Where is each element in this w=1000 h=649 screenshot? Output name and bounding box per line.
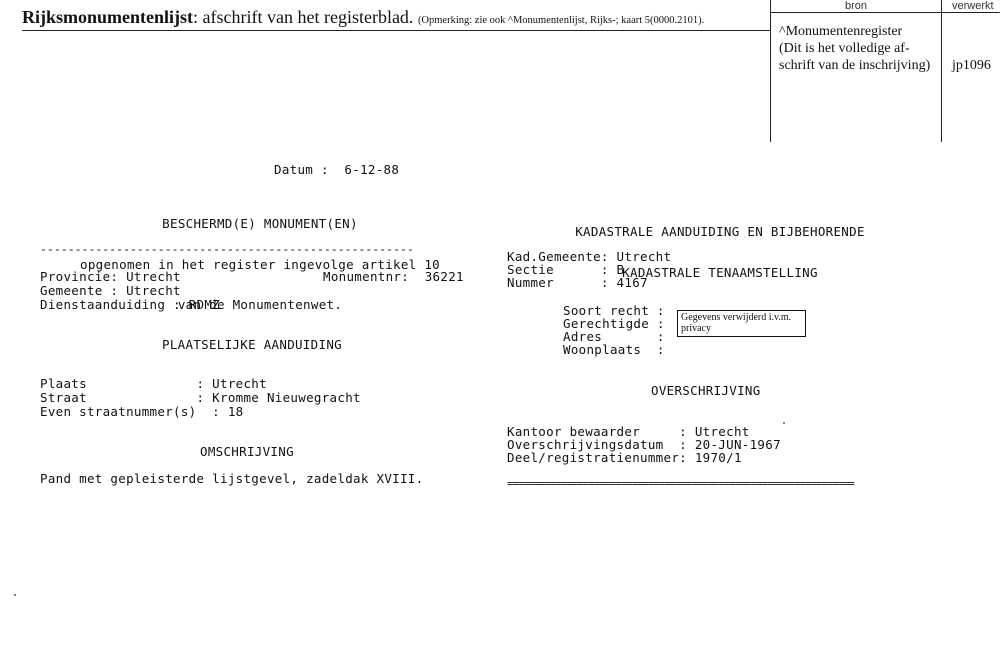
bron-line: ^Monumentenregister: [779, 24, 903, 39]
deel-registratienummer: Deel/registratienummer: 1970/1: [507, 450, 742, 465]
bron-cell: [779, 23, 944, 74]
table-header-rule: [770, 12, 1000, 13]
bron-line: (Dit is het volledige af-: [779, 41, 910, 56]
column-bron: bron: [845, 0, 868, 12]
kad-gemeente: Kad.Gemeente: Utrecht: [507, 249, 672, 264]
gemeente: Gemeente : Utrecht: [40, 283, 181, 298]
bron-line: schrift van de inschrijving): [779, 58, 931, 73]
column-verwerkt: verwerkt: [952, 0, 994, 12]
monument-heading-line: opgenomen in het register ingevolge artikel 10: [80, 256, 440, 272]
soort-recht: Soort recht :: [563, 303, 665, 318]
monument-heading-line: van de Monumentenwet.: [177, 297, 343, 312]
overschrijving-heading: OVERSCHRIJVING: [651, 383, 761, 398]
plaats: Plaats : Utrecht: [40, 376, 267, 391]
verwerkt-cell: jp1096: [952, 58, 991, 73]
adres: Adres :: [563, 329, 665, 344]
plaatselijk-heading: PLAATSELIJKE AANDUIDING: [162, 337, 342, 352]
straat: Straat : Kromme Nieuwegracht: [40, 390, 361, 405]
woonplaats: Woonplaats :: [563, 342, 665, 357]
table-left-border: [770, 0, 771, 142]
provincie: Provincie: Utrecht: [40, 269, 181, 284]
right-divider: ================================================================: [507, 478, 854, 490]
monumentnr: Monumentnr: 36221: [323, 269, 464, 284]
title-bold: Rijksmonumentenlijst: [22, 7, 194, 27]
sectie: Sectie : B: [507, 262, 625, 277]
kantoor-bewaarder: Kantoor bewaarder : Utrecht: [507, 424, 750, 439]
gerechtigde: Gerechtigde :: [563, 316, 665, 331]
nummer: Nummer : 4167: [507, 275, 648, 290]
monument-heading-line: BESCHERMD(E) MONUMENT(EN): [162, 216, 358, 231]
kadastraal-heading-line: KADASTRALE AANDUIDING EN BIJBEHORENDE: [575, 224, 865, 239]
privacy-redaction-box: Gegevens verwijderd i.v.m. privacy: [677, 310, 806, 337]
scan-speck: [783, 422, 785, 424]
omschrijving-heading: OMSCHRIJVING: [200, 444, 294, 459]
document-title: [22, 7, 704, 28]
header-rule: [22, 30, 770, 31]
datum: Datum : 6-12-88: [274, 162, 400, 177]
dienstaanduiding: Dienstaanduiding : RDMZ: [40, 297, 220, 312]
title-note: (Opmerking: zie ook ^Monumentenlijst, Rijks-; kaart 5(0000.2101).: [417, 15, 705, 26]
overschrijvingsdatum: Overschrijvingsdatum : 20-JUN-1967: [507, 437, 781, 452]
straatnummer: Even straatnummer(s) : 18: [40, 404, 244, 419]
left-divider: ------------------------------------------------------: [40, 242, 414, 256]
scan-speck: [14, 594, 16, 596]
title-rest: : afschrift van het registerblad.: [193, 7, 414, 27]
omschrijving: Pand met gepleisterde lijstgevel, zadeldak XVIII.: [40, 471, 424, 486]
kadastraal-heading-line: KADASTRALE TENAAMSTELLING: [622, 264, 818, 280]
